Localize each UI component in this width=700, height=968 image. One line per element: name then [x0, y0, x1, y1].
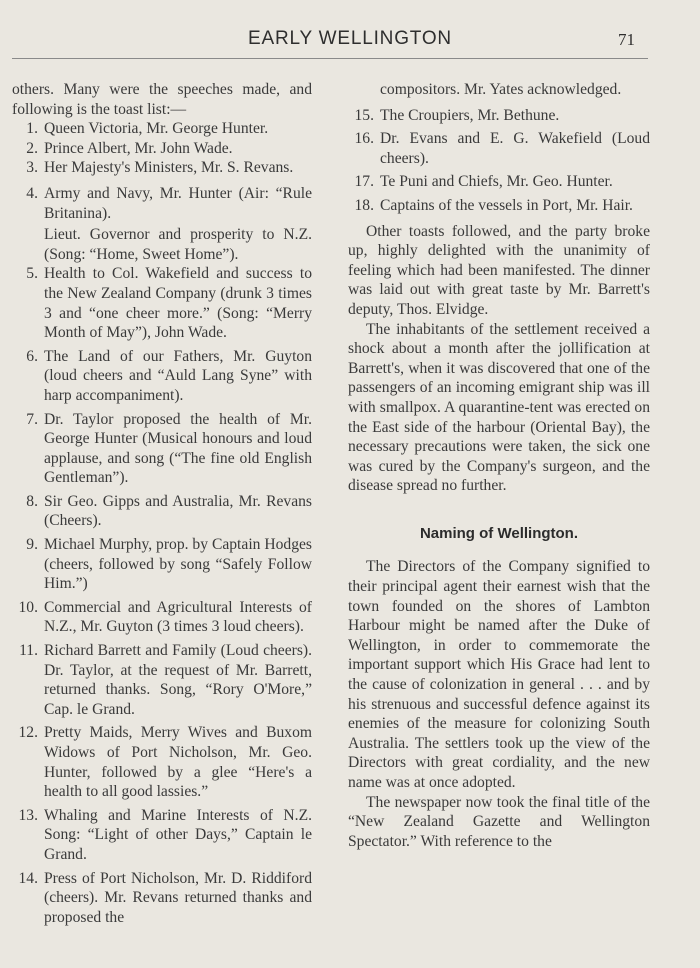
toast-item-1 — [12, 119, 312, 139]
toast-item-2 — [12, 139, 312, 159]
toast-item-15 — [348, 106, 650, 126]
left-column — [12, 80, 312, 927]
toast-text: Captains of the vessels in Port, Mr. Hair. — [380, 196, 633, 214]
running-header — [0, 28, 700, 58]
toast-item-16 — [348, 129, 650, 168]
toast-text: Whaling and Marine Interests of N.Z. Song: “Light of other Days,” Captain le Grand. — [44, 806, 312, 863]
intro-paragraph: others. Many were the speeches made, and following is the toast list:— — [12, 81, 312, 118]
toast-number: 3. — [26, 159, 38, 177]
page-number: 71 — [618, 30, 635, 49]
toast-number: 11. — [19, 642, 38, 660]
paragraph-smallpox: The inhabitants of the settlement received a shock about a month after the jollification at Barrett's, when it was discovered that one of the passengers of an incoming emigrant ship was ill with smallpox. A quarantine-tent was erected on the East side of the harbour (Oriental Bay), the necessary precautions were taken, the sick one was cured by the Company's surgeon, and the disease spread no further. — [348, 320, 650, 495]
toast-number: 2. — [26, 139, 38, 157]
toast-item-5 — [12, 264, 312, 342]
toast-item-12 — [12, 723, 312, 801]
toast-item-13 — [12, 806, 312, 865]
toast-text: Prince Albert, Mr. John Wade. — [44, 139, 233, 157]
toast-item-6 — [12, 347, 312, 406]
toast-number: 18. — [354, 196, 374, 214]
toast-number: 12. — [18, 724, 38, 742]
toast-item-18 — [348, 196, 650, 216]
toast-number: 16. — [354, 130, 374, 148]
toast-number: 15. — [354, 106, 374, 124]
toast-item-10 — [12, 598, 312, 637]
paragraph-other-toasts: Other toasts followed, and the party broke up, highly delighted with the unanimity of feeling which had been manifested. The dinner was laid out with great taste by Mr. Barrett's deputy, Thos. Elvidge. — [348, 222, 650, 318]
toast-number: 10. — [18, 598, 38, 616]
toast-item-14 — [12, 869, 312, 928]
toast-number: 7. — [26, 410, 38, 428]
toast-text: Queen Victoria, Mr. George Hunter. — [44, 120, 269, 138]
toast-text: Dr. Evans and E. G. Wakefield (Loud cheers). — [380, 130, 650, 167]
toast-item-4 — [12, 184, 312, 223]
toast-number: 13. — [18, 806, 38, 824]
toast-text: Press of Port Nicholson, Mr. D. Riddiford (cheers). Mr. Revans returned thanks and proposed the — [44, 869, 312, 926]
toast-number: 17. — [354, 173, 374, 191]
paragraph-naming: The Directors of the Company signified to their principal agent their earnest wish that the town founded on the shores of Lambton Harbour might be named after the Duke of Wellington, in order to commemorate the important support which His Grace had lent to the cause of colonization in general . . . and by his strenuous and successful defence against its enemies of the measure for colonizing South Australia. The settlers took up the view of the Directors with great cordiality, and the new name was at once adopted. — [348, 558, 650, 791]
toast-text: The Croupiers, Mr. Bethune. — [380, 106, 560, 124]
toast-text: Commercial and Agricultural Interests of N.Z., Mr. Guyton (3 times 3 loud cheers). — [44, 598, 312, 636]
toast-number: 9. — [26, 536, 38, 554]
toast-number: 1. — [26, 120, 38, 138]
paragraph-newspaper: The newspaper now took the final title of the “New Zealand Gazette and Wellington Spectator.” With reference to the — [348, 793, 650, 850]
right-column — [348, 80, 650, 851]
toast-text: Michael Murphy, prop. by Captain Hodges (cheers, followed by song “Safely Follow Him.”) — [44, 536, 312, 593]
toast-text: Pretty Maids, Merry Wives and Buxom Widows of Port Nicholson, Mr. Geo. Hunter, followed by a glee “Here's a health to all good lassies.” — [44, 724, 312, 801]
toast-number: 5. — [26, 265, 38, 283]
toast-text: Army and Navy, Mr. Hunter (Air: “Rule Britanina). — [44, 184, 312, 222]
toast-item-4-sub: Lieut. Governor and prosperity to N.Z. (Song: “Home, Sweet Home”). — [44, 226, 312, 263]
toast-text: The Land of our Fathers, Mr. Guyton (loud cheers and “Auld Lang Syne” with harp accompaniment). — [44, 347, 312, 404]
toast-number: 14. — [18, 869, 38, 887]
toast-text: Dr. Taylor proposed the health of Mr. George Hunter (Musical honours and loud applause, and song (“The fine old English Gentleman”). — [44, 410, 312, 487]
toast-item-9 — [12, 535, 312, 594]
toast-number: 4. — [26, 184, 38, 202]
toast-text: Her Majesty's Ministers, Mr. S. Revans. — [44, 159, 294, 177]
toast-item-8 — [12, 492, 312, 531]
toast-text: Health to Col. Wakefield and success to the New Zealand Company (drunk 3 times 3 and “one cheer more.” (Song: “Merry Month of May”), John Wade. — [44, 265, 312, 342]
toast-number: 8. — [26, 492, 38, 510]
toast-item-11 — [12, 641, 312, 719]
toast-text: Te Puni and Chiefs, Mr. Geo. Hunter. — [380, 173, 613, 191]
toast-number: 6. — [26, 347, 38, 365]
running-title: EARLY WELLINGTON — [248, 28, 452, 49]
toast-item-3 — [12, 158, 312, 178]
header-rule — [12, 58, 648, 59]
toast-item-17 — [348, 172, 650, 192]
toast-item-14-continuation: compositors. Mr. Yates acknowledged. — [380, 81, 622, 98]
toast-item-7 — [12, 410, 312, 488]
toast-text: Richard Barrett and Family (Loud cheers). Dr. Taylor, at the request of Mr. Barrett, returned thanks. Song, “Rory O'More,” Cap. le Grand. — [44, 642, 312, 718]
section-heading: Naming of Wellington. — [419, 524, 579, 542]
toast-text: Sir Geo. Gipps and Australia, Mr. Revans (Cheers). — [44, 492, 312, 530]
